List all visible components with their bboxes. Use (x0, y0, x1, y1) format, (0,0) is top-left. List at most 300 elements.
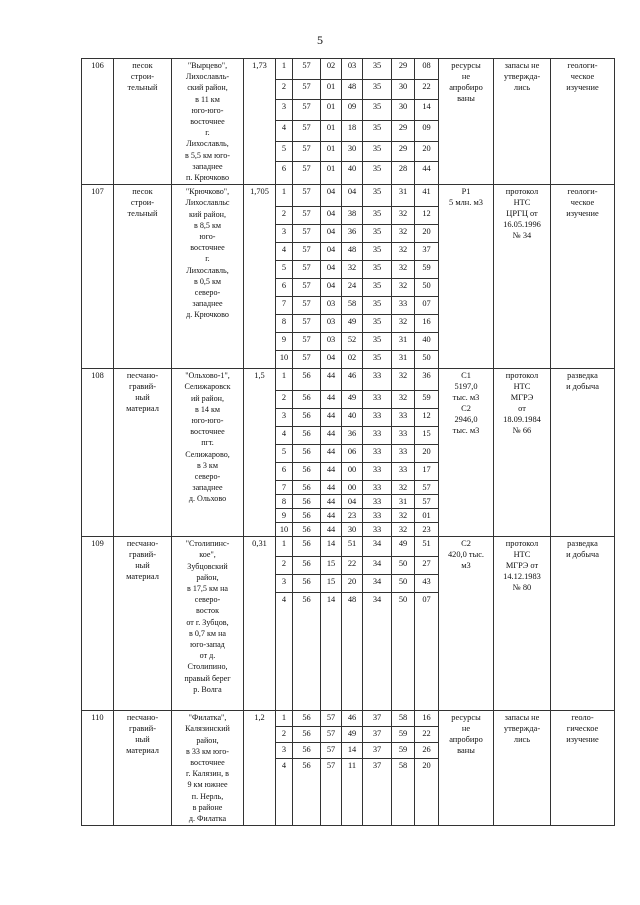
coordinate-value: 58 (392, 758, 415, 826)
coordinate-value: 33 (363, 391, 392, 409)
deposit-location-line: Лихославль, (186, 265, 229, 275)
coordinate-value: 34 (363, 557, 392, 575)
coordinate-value: 35 (363, 297, 392, 315)
reserves-info-line: не (461, 72, 471, 81)
coordinate-value: 51 (342, 537, 363, 557)
coordinate-value: 32 (392, 523, 415, 537)
coordinate-value: 48 (342, 243, 363, 261)
approval-info-line: от (518, 404, 526, 414)
point-number: 4 (276, 427, 293, 445)
approval-info-line: утвержда- (503, 72, 541, 81)
approval-info-line: 14.12.1983 (503, 572, 541, 582)
deposit-location-line: восток (195, 606, 220, 616)
coordinate-value: 33 (392, 445, 415, 463)
approval-info (494, 537, 551, 711)
approval-info-line: МГРЭ от (505, 561, 539, 571)
coordinate-value: 56 (293, 495, 321, 509)
deposit-location-line: "Филатка", (188, 713, 227, 723)
usage-purpose (551, 185, 615, 369)
coordinate-value: 34 (363, 537, 392, 557)
usage-purpose-line: и добыча (566, 550, 599, 560)
approval-info-line: НТС (513, 550, 531, 560)
point-number: 3 (276, 742, 293, 758)
coordinate-value: 57 (321, 758, 342, 826)
deposit-location-line: д. Ольхово (188, 494, 227, 504)
coordinate-value: 20 (415, 225, 439, 243)
point-number: 8 (276, 315, 293, 333)
coordinate-value: 01 (321, 120, 342, 141)
point-number: 4 (276, 593, 293, 711)
coordinate-value: 34 (363, 575, 392, 593)
reserves-info-line: не (461, 724, 471, 734)
mineral-type (114, 369, 172, 537)
point-number: 2 (276, 727, 293, 743)
mineral-type-line: песок (132, 187, 153, 197)
point-number: 10 (276, 351, 293, 369)
deposit-location (172, 711, 244, 826)
coordinate-value: 37 (363, 758, 392, 826)
mineral-type (114, 711, 172, 826)
reserves-info-line: м3 (461, 561, 471, 571)
mineral-type (114, 59, 172, 185)
coordinate-value: 01 (321, 79, 342, 100)
coordinate-value: 35 (363, 79, 392, 100)
approval-info-line: лись (513, 83, 531, 92)
deposit-location-line: район, (196, 572, 219, 582)
coordinate-value: 33 (363, 509, 392, 523)
coordinate-value: 56 (293, 537, 321, 557)
approval-info-line: протокол (505, 371, 539, 381)
point-number: 3 (276, 409, 293, 427)
coordinate-value: 35 (363, 243, 392, 261)
deposit-location-line: р. Волга (193, 684, 222, 694)
reserves-info (439, 369, 494, 537)
mineral-type-line: материал (126, 572, 159, 582)
coordinate-value: 57 (293, 351, 321, 369)
mineral-type-line: ный (135, 561, 150, 571)
point-number: 9 (276, 333, 293, 351)
coordinate-value: 28 (392, 162, 415, 185)
coordinate-value: 15 (321, 557, 342, 575)
approval-info-line: МГРЭ (510, 393, 534, 403)
coordinate-value: 50 (415, 279, 439, 297)
usage-purpose-line: изучение (566, 83, 599, 92)
deposit-location-line: г. (205, 254, 210, 264)
usage-purpose-line: геоло- (571, 713, 594, 723)
coordinate-value: 35 (363, 141, 392, 162)
approval-info (494, 369, 551, 537)
mineral-type-line: материал (126, 746, 159, 756)
deposit-location-line: в 14 км (194, 404, 221, 414)
coordinate-value: 16 (415, 711, 439, 727)
mineral-type-line: строи- (130, 72, 155, 81)
reserves-info-line: 2946,0 (454, 415, 478, 425)
coordinate-value: 44 (415, 162, 439, 185)
coordinate-value: 24 (342, 279, 363, 297)
coordinate-value: 08 (415, 59, 439, 80)
deposit-location-line: д. Филатка (188, 814, 227, 824)
coordinate-value: 23 (415, 523, 439, 537)
coordinate-value: 30 (342, 523, 363, 537)
usage-purpose (551, 59, 615, 185)
coordinate-value: 30 (342, 141, 363, 162)
coordinate-value: 56 (293, 509, 321, 523)
coordinate-value: 23 (342, 509, 363, 523)
deposit-location-line: восточнее (190, 427, 225, 437)
deposit-location-line: г. (205, 128, 210, 138)
coordinate-value: 33 (392, 427, 415, 445)
reserves-info (439, 185, 494, 369)
coordinate-value: 01 (321, 100, 342, 121)
coordinate-value: 32 (392, 243, 415, 261)
approval-info-line: НТС (513, 382, 531, 392)
deposit-location-line: Столипино, (187, 662, 228, 672)
coordinate-value: 03 (321, 333, 342, 351)
coordinate-value: 20 (342, 575, 363, 593)
coordinate-value: 20 (415, 445, 439, 463)
coordinate-value: 40 (415, 333, 439, 351)
coordinate-value: 30 (392, 79, 415, 100)
coordinate-value: 31 (392, 185, 415, 207)
coordinate-value: 48 (342, 593, 363, 711)
point-number: 4 (276, 243, 293, 261)
coordinate-value: 32 (392, 391, 415, 409)
point-number: 1 (276, 537, 293, 557)
coordinate-value: 03 (342, 59, 363, 80)
table-row (82, 59, 615, 80)
deposit-location-line: ий район, (190, 393, 225, 403)
approval-info-line: 18.09.1984 (503, 415, 541, 425)
coordinate-value: 01 (415, 509, 439, 523)
coordinate-value: 57 (415, 495, 439, 509)
mineral-type-line: песчано- (126, 371, 159, 381)
coordinate-value: 57 (321, 727, 342, 743)
point-number: 7 (276, 297, 293, 315)
coordinate-value: 44 (321, 495, 342, 509)
deposit-location-line: восточнее (190, 758, 225, 768)
coordinate-value: 31 (392, 333, 415, 351)
coordinate-value: 04 (321, 261, 342, 279)
reserves-info-line: тыс. м3 (452, 393, 480, 403)
coordinate-value: 56 (293, 523, 321, 537)
deposit-location-line: северо- (194, 288, 221, 298)
coordinate-value: 32 (392, 261, 415, 279)
approval-info-line: 16.05.1996 (503, 220, 541, 230)
coordinate-value: 04 (321, 225, 342, 243)
deposit-location-line: д. Крючково (186, 310, 229, 320)
point-number: 3 (276, 225, 293, 243)
point-number: 2 (276, 207, 293, 225)
point-number: 10 (276, 523, 293, 537)
coordinate-value: 06 (342, 445, 363, 463)
coordinate-value: 35 (363, 100, 392, 121)
coordinate-value: 57 (293, 79, 321, 100)
coordinate-value: 35 (363, 59, 392, 80)
coordinate-value: 58 (342, 297, 363, 315)
coordinate-value: 57 (293, 243, 321, 261)
coordinate-value: 11 (342, 758, 363, 826)
reserves-info (439, 59, 494, 185)
deposit-location-line: в районе (192, 802, 223, 812)
reserves-info (439, 537, 494, 711)
coordinate-value: 57 (293, 225, 321, 243)
deposit-location-line: юго-юго- (191, 105, 224, 115)
coordinate-value: 32 (392, 315, 415, 333)
deposit-number: 107 (82, 185, 114, 369)
coordinate-value: 14 (415, 100, 439, 121)
coordinate-value: 22 (415, 79, 439, 100)
coordinate-value: 52 (342, 333, 363, 351)
reserves-info-line: тыс. м3 (452, 426, 480, 436)
mineral-type-line: гравий- (128, 724, 157, 734)
deposit-location-line: западнее (192, 161, 223, 171)
coordinate-value: 33 (363, 445, 392, 463)
point-number: 2 (276, 79, 293, 100)
coordinate-value: 57 (293, 162, 321, 185)
deposit-location-line: п. Нерль, (191, 791, 224, 801)
coordinate-value: 50 (392, 575, 415, 593)
deposit-location-line: район, (196, 735, 219, 745)
deposit-location-line: в 8,5 км (193, 220, 222, 230)
approval-info (494, 185, 551, 369)
deposit-location-line: пгт. (201, 438, 214, 448)
usage-purpose-line: и добыча (566, 382, 599, 392)
coordinate-value: 44 (321, 427, 342, 445)
approval-info-line: ЦРГЦ от (506, 209, 538, 219)
coordinate-value: 29 (392, 141, 415, 162)
coordinate-value: 07 (415, 593, 439, 711)
coordinate-value: 35 (363, 279, 392, 297)
coordinate-value: 03 (321, 297, 342, 315)
coordinate-value: 30 (392, 100, 415, 121)
coordinate-value: 15 (415, 427, 439, 445)
deposit-number: 110 (82, 711, 114, 826)
coordinate-value: 35 (363, 333, 392, 351)
coordinate-value: 31 (392, 495, 415, 509)
coordinate-value: 57 (293, 185, 321, 207)
deposit-area: 1,5 (244, 369, 276, 537)
coordinate-value: 33 (363, 523, 392, 537)
coordinate-value: 57 (293, 261, 321, 279)
coordinate-value: 43 (415, 575, 439, 593)
deposit-location-line: юго-запад (190, 640, 225, 650)
coordinate-value: 33 (392, 409, 415, 427)
coordinate-value: 14 (321, 593, 342, 711)
coordinate-value: 59 (415, 391, 439, 409)
coordinate-value: 48 (342, 79, 363, 100)
deposit-location-line: в 33 км юго- (186, 746, 229, 756)
usage-purpose (551, 711, 615, 826)
coordinate-value: 33 (363, 463, 392, 481)
coordinate-value: 12 (415, 409, 439, 427)
coordinate-value: 44 (321, 481, 342, 495)
usage-purpose-line: разведка (567, 371, 598, 381)
usage-purpose-line: изучение (566, 209, 599, 219)
coordinate-value: 04 (321, 279, 342, 297)
coordinate-value: 33 (392, 297, 415, 315)
approval-info (494, 59, 551, 185)
coordinate-value: 09 (415, 120, 439, 141)
page-number: 5 (317, 33, 323, 47)
mineral-type-line: строи- (130, 198, 155, 208)
coordinate-value: 04 (321, 207, 342, 225)
reserves-info-line: С2 (461, 404, 471, 414)
coordinate-value: 57 (293, 207, 321, 225)
deposit-area: 1,73 (244, 59, 276, 185)
deposit-location (172, 369, 244, 537)
point-number: 2 (276, 391, 293, 409)
reserves-info (439, 711, 494, 826)
coordinate-value: 20 (415, 141, 439, 162)
point-number: 4 (276, 758, 293, 826)
coordinate-value: 16 (415, 315, 439, 333)
coordinate-value: 34 (363, 593, 392, 711)
deposit-location-line: Лихославль- (185, 72, 230, 82)
reserves-info-line: 5197,0 (454, 382, 478, 392)
approval-info (494, 711, 551, 826)
coordinate-value: 22 (415, 727, 439, 743)
coordinate-value: 58 (392, 711, 415, 727)
deposit-location-line: Зубцовский (187, 561, 228, 571)
coordinate-value: 57 (321, 742, 342, 758)
deposit-location-line: от д. (199, 651, 216, 661)
coordinate-value: 04 (342, 495, 363, 509)
approval-info-line: № 34 (512, 231, 532, 241)
coordinate-value: 14 (342, 742, 363, 758)
reserves-info-line: 420,0 тыс. (447, 550, 485, 560)
coordinate-value: 56 (293, 727, 321, 743)
coordinate-value: 17 (415, 463, 439, 481)
coordinate-value: 32 (392, 225, 415, 243)
point-number: 6 (276, 162, 293, 185)
deposit-location-line: в 0,5 км (193, 276, 222, 286)
coordinate-value: 29 (392, 59, 415, 80)
deposit-location-line: "Столипинс- (185, 539, 230, 549)
point-number: 6 (276, 463, 293, 481)
coordinate-value: 41 (415, 185, 439, 207)
deposit-location-line: в 17,5 км на (186, 584, 229, 594)
approval-info-line: запасы не (504, 61, 540, 70)
mineral-type-line: гравий- (128, 382, 157, 392)
reserves-info-line: С1 (461, 371, 471, 381)
deposit-location (172, 537, 244, 711)
coordinate-value: 56 (293, 391, 321, 409)
coordinate-value: 56 (293, 758, 321, 826)
deposit-location-line: в 5,5 км юго- (185, 150, 230, 160)
point-number: 5 (276, 261, 293, 279)
coordinate-value: 57 (293, 315, 321, 333)
coordinate-value: 37 (363, 711, 392, 727)
deposit-location-line: ский район, (187, 83, 228, 93)
usage-purpose-line: гическое (566, 724, 599, 734)
coordinate-value: 46 (342, 711, 363, 727)
deposit-location-line: 9 км южнее (187, 780, 228, 790)
coordinate-value: 27 (415, 557, 439, 575)
point-number: 3 (276, 575, 293, 593)
approval-info-line: протокол (505, 539, 539, 549)
deposit-location-line: западнее (192, 483, 223, 493)
point-number: 4 (276, 120, 293, 141)
coordinate-value: 00 (342, 463, 363, 481)
mineral-type-line: гравий- (128, 550, 157, 560)
deposit-location-line: в 11 км (195, 94, 220, 104)
coordinate-value: 59 (392, 742, 415, 758)
mineral-type-line: песок (132, 61, 153, 70)
mineral-type (114, 537, 172, 711)
coordinate-value: 56 (293, 427, 321, 445)
point-number: 1 (276, 711, 293, 727)
coordinate-value: 33 (363, 481, 392, 495)
point-number: 2 (276, 557, 293, 575)
coordinate-value: 49 (392, 537, 415, 557)
coordinate-value: 09 (342, 100, 363, 121)
reserves-info-line: ресурсы (451, 713, 481, 723)
coordinate-value: 50 (415, 351, 439, 369)
point-number: 7 (276, 481, 293, 495)
approval-info-line: НТС (513, 198, 531, 208)
mineral-type-line: тельный (127, 209, 158, 219)
coordinate-value: 31 (392, 351, 415, 369)
deposit-location (172, 59, 244, 185)
coordinate-value: 56 (293, 409, 321, 427)
mineral-type-line: ный (135, 735, 150, 745)
deposit-location-line: Лихославль, (186, 139, 229, 149)
deposit-location-line: кое", (199, 550, 216, 560)
point-number: 9 (276, 509, 293, 523)
coordinate-value: 00 (342, 481, 363, 495)
table-row (82, 711, 615, 727)
point-number: 5 (276, 445, 293, 463)
deposit-location-line: восточнее (190, 117, 225, 127)
deposit-location-line: кий район, (189, 209, 226, 219)
coordinate-value: 26 (415, 742, 439, 758)
coordinate-value: 36 (342, 427, 363, 445)
mineral-type-line: песчано- (126, 539, 159, 549)
point-number: 3 (276, 100, 293, 121)
coordinate-value: 46 (342, 369, 363, 391)
coordinate-value: 35 (363, 162, 392, 185)
deposits-table (81, 58, 615, 826)
coordinate-value: 56 (293, 593, 321, 711)
point-number: 1 (276, 369, 293, 391)
coordinate-value: 18 (342, 120, 363, 141)
coordinate-value: 56 (293, 575, 321, 593)
coordinate-value: 56 (293, 557, 321, 575)
mineral-type-line: песчано- (126, 713, 159, 723)
reserves-info-line: ваны (457, 94, 475, 103)
coordinate-value: 56 (293, 463, 321, 481)
coordinate-value: 32 (392, 481, 415, 495)
deposit-location-line: "Ольхово-1", (185, 371, 230, 381)
approval-info-line: № 66 (512, 426, 532, 436)
coordinate-value: 04 (321, 243, 342, 261)
point-number: 8 (276, 495, 293, 509)
approval-info-line: № 80 (512, 583, 532, 593)
coordinate-value: 51 (415, 537, 439, 557)
deposit-location-line: западнее (192, 299, 223, 309)
coordinate-value: 02 (321, 59, 342, 80)
coordinate-value: 35 (363, 225, 392, 243)
deposit-location-line: северо- (194, 595, 221, 605)
coordinate-value: 22 (342, 557, 363, 575)
coordinate-value: 36 (342, 225, 363, 243)
deposit-location-line: северо- (194, 472, 221, 482)
usage-purpose-line: геологи- (567, 61, 598, 70)
coordinate-value: 56 (293, 711, 321, 727)
deposit-location-line: от г. Зубцов, (186, 617, 229, 627)
coordinate-value: 35 (363, 120, 392, 141)
reserves-info-line: апробиро (449, 735, 483, 745)
